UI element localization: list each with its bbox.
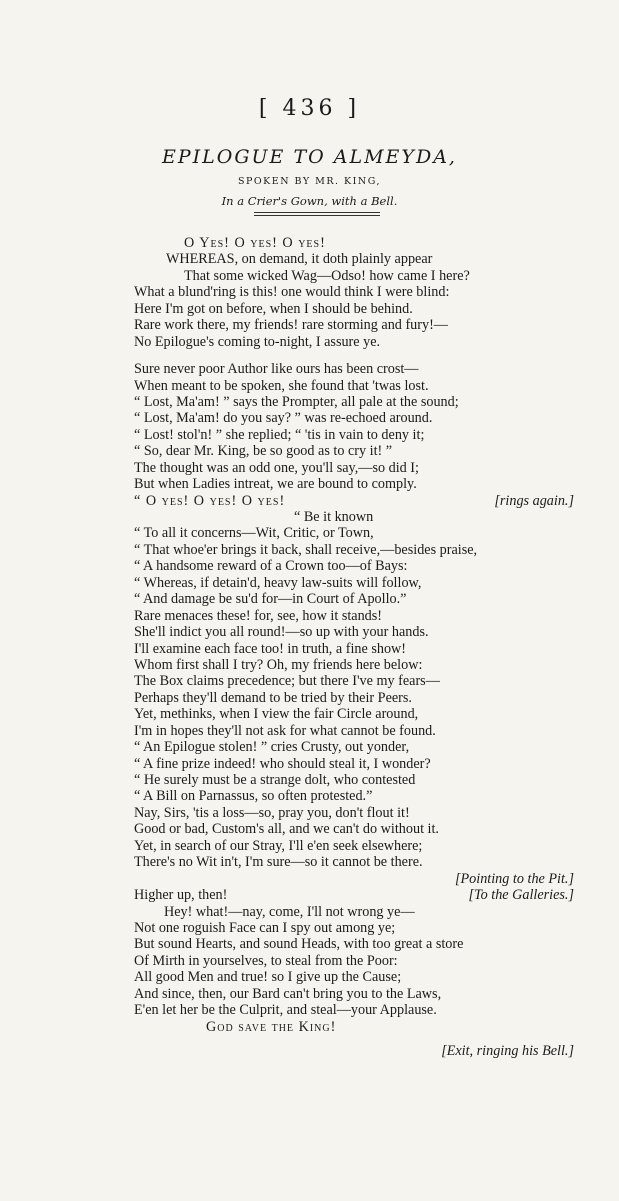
poem-line: “ And damage be su'd for—in Court of Apollo.” bbox=[134, 591, 407, 608]
poem-line: “ An Epilogue stolen! ” cries Crusty, out yonder, bbox=[134, 739, 410, 756]
byline: SPOKEN BY MR. KING, bbox=[237, 176, 381, 187]
poem-line: Hey! what!—nay, come, I'll not wrong ye— bbox=[164, 903, 415, 920]
poem-body bbox=[134, 235, 574, 1059]
poem-line: But sound Hearts, and sound Heads, with too great a store bbox=[134, 936, 464, 953]
poem-line: “ So, dear Mr. King, be so good as to cry it! ” bbox=[134, 443, 393, 460]
poem-line: Sure never poor Author like ours has been crost— bbox=[134, 361, 419, 378]
poem-line: I'm in hopes they'll not ask for what cannot be found. bbox=[134, 722, 436, 739]
poem-line: All good Men and true! so I give up the Cause; bbox=[134, 969, 402, 986]
poem-line-text: “ O yes! O yes! O yes! bbox=[134, 492, 286, 509]
poem-line: “ To all it concerns—Wit, Critic, or Town, bbox=[134, 525, 374, 542]
poem-line: That some wicked Wag—Odso! how came I here? bbox=[184, 267, 470, 284]
poem-line: “ Lost, Ma'am! do you say? ” was re-echoed around. bbox=[134, 410, 433, 427]
poem-line: And since, then, our Bard can't bring you to the Laws, bbox=[134, 985, 442, 1002]
page-number: [ 436 ] bbox=[258, 96, 361, 121]
poem-line: O Yes! O yes! O yes! bbox=[184, 235, 326, 251]
stage-direction: [Exit, ringing his Bell.] bbox=[441, 1043, 574, 1059]
poem-line: Of Mirth in yourselves, to steal from the Poor: bbox=[134, 952, 398, 969]
poem-line: “ Be it known bbox=[294, 509, 374, 525]
poem-line: Good or bad, Custom's all, and we can't do without it. bbox=[134, 821, 439, 838]
poem-line: “ A fine prize indeed! who should steal it, I wonder? bbox=[134, 755, 431, 772]
poem-line: Yet, in search of our Stray, I'll e'en seek elsewhere; bbox=[134, 837, 423, 854]
poem-line: The thought was an odd one, you'll say,—so did I; bbox=[134, 459, 419, 476]
poem-line: “ A handsome reward of a Crown too—of Bays: bbox=[134, 558, 408, 575]
poem-line: The Box claims precedence; but there I've my fears— bbox=[134, 673, 440, 690]
poem-line: “ Lost, Ma'am! ” says the Prompter, all pale at the sound; bbox=[134, 393, 459, 410]
poem-line: I'll examine each face too! in truth, a fine show! bbox=[134, 640, 407, 657]
stage-direction: [To the Galleries.] bbox=[468, 887, 574, 904]
poem-line: E'en let her be the Culprit, and steal—your Applause. bbox=[134, 1002, 437, 1019]
poem-line: Perhaps they'll demand to be tried by their Peers. bbox=[134, 689, 412, 706]
poem-line: “ Lost! stol'n! ” she replied; “ 'tis in vain to deny it; bbox=[134, 426, 425, 443]
stage-direction: [rings again.] bbox=[494, 492, 574, 509]
poem-line: “ Whereas, if detain'd, heavy law-suits will follow, bbox=[134, 574, 422, 591]
poem-line: Here I'm got on before, when I should be behind. bbox=[134, 300, 413, 317]
poem-line: What a blund'ring is this! one would think I were blind: bbox=[134, 284, 450, 301]
poem-line: Not one roguish Face can I spy out among ye; bbox=[134, 919, 396, 936]
poem-line: “ That whoe'er brings it back, shall receive,—besides praise, bbox=[134, 541, 478, 558]
poem-line bbox=[134, 887, 574, 903]
poem-line bbox=[134, 493, 574, 509]
poem-line: But when Ladies intreat, we are bound to comply. bbox=[134, 476, 417, 493]
poem-line: Yet, methinks, when I view the fair Circle around, bbox=[134, 706, 419, 723]
poem-line: “ A Bill on Parnassus, so often protested.” bbox=[134, 788, 373, 805]
subtitle: In a Crier's Gown, with a Bell. bbox=[221, 194, 398, 208]
poem-line-text: Higher up, then! bbox=[134, 887, 228, 904]
poem-line: God save the King! bbox=[206, 1018, 337, 1035]
poem-line-text: WHEREAS, on demand, it doth plainly appear bbox=[166, 251, 433, 268]
poem-line bbox=[134, 251, 574, 267]
poem-line: There's no Wit in't, I'm sure—so it cannot be there. bbox=[134, 854, 423, 871]
double-rule bbox=[254, 212, 380, 216]
poem-line: She'll indict you all round!—so up with your hands. bbox=[134, 624, 429, 641]
poem-line: Rare work there, my friends! rare storming and fury!— bbox=[134, 317, 448, 334]
poem-line: When meant to be spoken, she found that 'twas lost. bbox=[134, 377, 429, 394]
poem-line: “ He surely must be a strange dolt, who contested bbox=[134, 772, 416, 788]
stage-direction: [Pointing to the Pit.] bbox=[454, 870, 574, 887]
poem-line: Rare menaces these! for, see, how it stands! bbox=[134, 607, 383, 624]
poem-title: EPILOGUE TO ALMEYDA, bbox=[162, 146, 457, 168]
poem-line: No Epilogue's coming to-night, I assure ye. bbox=[134, 333, 381, 350]
poem-line: Whom first shall I try? Oh, my friends here below: bbox=[134, 656, 423, 673]
poem-line: Nay, Sirs, 'tis a loss—so, pray you, don't flout it! bbox=[134, 804, 410, 821]
